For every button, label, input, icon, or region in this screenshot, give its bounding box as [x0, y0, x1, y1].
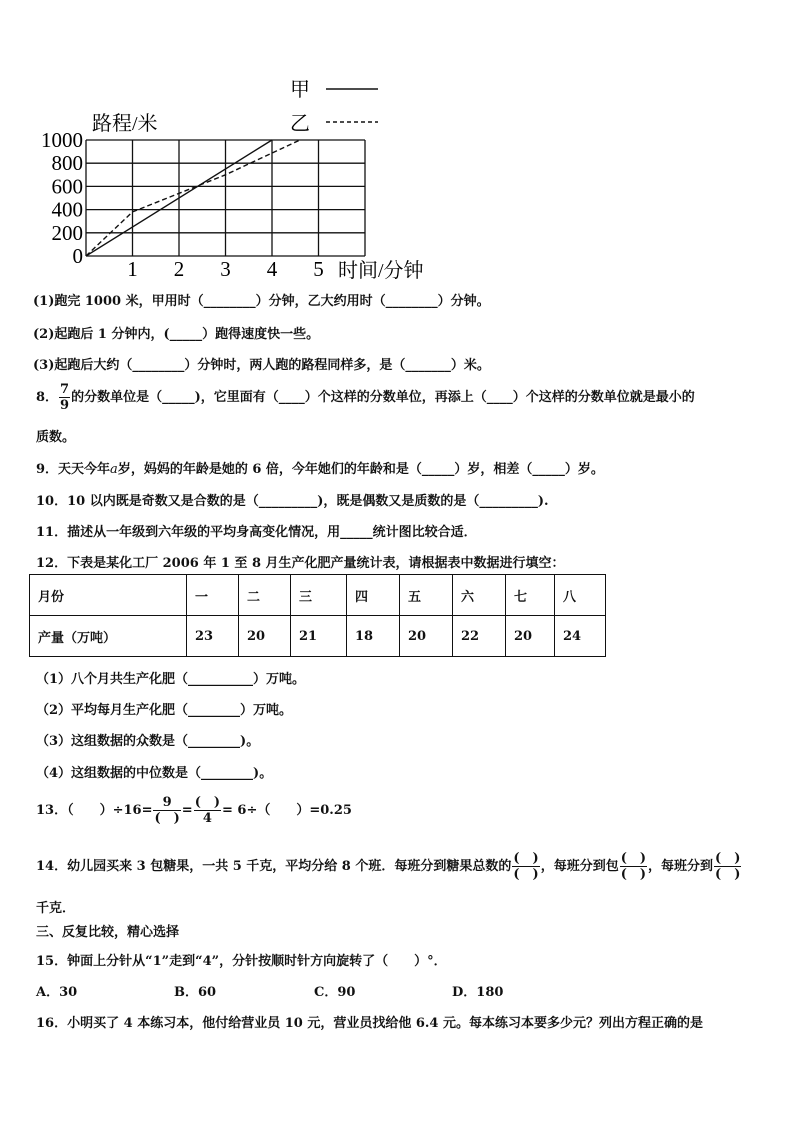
- table-cell: 四: [347, 575, 400, 616]
- q12-sub3: （3）这组数据的众数是（________)。: [36, 734, 260, 749]
- table-cell: 22: [453, 616, 506, 657]
- table-cell: 七: [506, 575, 555, 616]
- table-cell: 20: [400, 616, 453, 657]
- q8-text: 的分数单位是（_____)，它里面有（____）个这样的分数单位，再添上（____）个这样的分数单位就是最小的: [71, 390, 695, 405]
- table-row-label: 产量（万吨）: [30, 616, 187, 657]
- x-tick-label: 4: [266, 257, 278, 281]
- q7-sub2: (2)起跑后 1 分钟内，(_____）跑得速度快一些。: [33, 327, 320, 342]
- table-cell: 二: [239, 575, 291, 616]
- table-cell: 八: [555, 575, 606, 616]
- table-cell: 三: [291, 575, 347, 616]
- series-line-yi: [86, 140, 300, 256]
- q7-sub1: (1)跑完 1000 米，甲用时（________）分钟，乙大约用时（________）分钟。: [33, 294, 490, 309]
- table-header-label: 月份: [30, 575, 187, 616]
- table-cell: 18: [347, 616, 400, 657]
- y-tick-label: 0: [72, 244, 83, 268]
- q12-title: 12．下表是某化工厂 2006 年 1 至 8 月生产化肥产量统计表，请根据表中数据进行填空：: [36, 556, 565, 571]
- q9: 9．天天今年a岁，妈妈的年龄是她的 6 倍，今年她们的年龄和是（_____）岁，相差（_____）岁。: [36, 462, 604, 477]
- q15-option-b: B．60: [174, 985, 217, 1000]
- q15-option-c: C．90: [314, 985, 356, 1000]
- q11: 11．描述从一年级到六年级的平均身高变化情况，用_____统计图比较合适．: [36, 525, 477, 540]
- section-3-heading: 三、反复比较，精心选择: [36, 925, 180, 940]
- q7-sub3: (3)起跑后大约（________）分钟时，两人跑的路程同样多，是（_______）米。: [33, 358, 490, 373]
- q13-fraction-1: $\frac{9}{( )}$: [154, 795, 180, 826]
- q14-line1: 14．幼儿园买来 3 包糖果，一共 5 千克，平均分给 8 个班．每班分到糖果总数的 $\frac{( )}{( )}$ ，每班分到包 $\frac{( )}{( )}$ ，每班分到 $\frac{( )}{( )}$: [36, 851, 741, 882]
- table-cell: 六: [453, 575, 506, 616]
- q8-fraction: $\frac{7}{9}$: [60, 382, 70, 413]
- chart-ticks: [41, 128, 324, 281]
- table-cell: 24: [555, 616, 606, 657]
- legend-label-jia: 甲: [290, 79, 310, 101]
- q15-option-a: A．30: [36, 985, 78, 1000]
- q13: 13．（ ）÷16= $\frac{9}{( )}$ = $\frac{( )}{4}$ = 6÷（ ）=0.25: [36, 795, 352, 826]
- x-tick-label: 2: [173, 257, 185, 281]
- y-tick-label: 600: [51, 174, 83, 199]
- q14-fraction-2: $\frac{( )}{( )}$: [620, 851, 647, 882]
- q15: 15．钟面上分针从“1”走到“4”，分针按顺时针方向旋转了（ ）°．: [36, 954, 447, 969]
- q10: 10．10 以内既是奇数又是合数的是（_________)，既是偶数又是质数的是（_________).: [36, 494, 549, 509]
- y-tick-label: 200: [51, 220, 83, 245]
- y-axis-label: 路程/米: [92, 113, 158, 135]
- q13-fraction-2: $\frac{( )}{4}$: [194, 795, 220, 826]
- legend-label-yi: 乙: [290, 113, 310, 135]
- x-tick-label: 3: [220, 257, 231, 281]
- q9-variable: a: [110, 462, 118, 477]
- y-tick-label: 1000: [41, 128, 83, 152]
- chart-series: [86, 140, 300, 256]
- table-row: [30, 616, 606, 657]
- production-table: [29, 574, 606, 657]
- q8-number: 8．: [36, 390, 59, 405]
- chart-grid: [86, 140, 365, 256]
- table-cell: 一: [187, 575, 239, 616]
- table-cell: 23: [187, 616, 239, 657]
- q14-line2: 千克．: [36, 901, 76, 916]
- x-axis-label: 时间/分钟: [338, 260, 424, 282]
- q15-option-d: D．180: [452, 985, 504, 1000]
- q12-sub2: （2）平均每月生产化肥（________）万吨。: [36, 703, 293, 718]
- table-cell: 20: [506, 616, 555, 657]
- x-tick-label: 1: [127, 257, 138, 281]
- table-cell: 21: [291, 616, 347, 657]
- y-tick-label: 800: [51, 151, 83, 176]
- distance-time-chart: [0, 0, 794, 290]
- q8-line1: [36, 382, 695, 413]
- table-row: [30, 575, 606, 616]
- table-cell: 五: [400, 575, 453, 616]
- table-cell: 20: [239, 616, 291, 657]
- q14-fraction-1: $\frac{( )}{( )}$: [513, 851, 539, 882]
- q16: 16．小明买了 4 本练习本，他付给营业员 10 元，营业员找给他 6.4 元。每本练习本要多少元？列出方程正确的是: [36, 1016, 703, 1031]
- q8-line2: 质数。: [36, 430, 76, 445]
- y-tick-label: 400: [51, 197, 83, 222]
- q14-fraction-3: $\frac{( )}{( )}$: [715, 851, 741, 882]
- q12-sub4: （4）这组数据的中位数是（________)。: [36, 766, 273, 781]
- q12-sub1: （1）八个月共生产化肥（__________）万吨。: [36, 672, 306, 687]
- x-tick-label: 5: [313, 257, 324, 281]
